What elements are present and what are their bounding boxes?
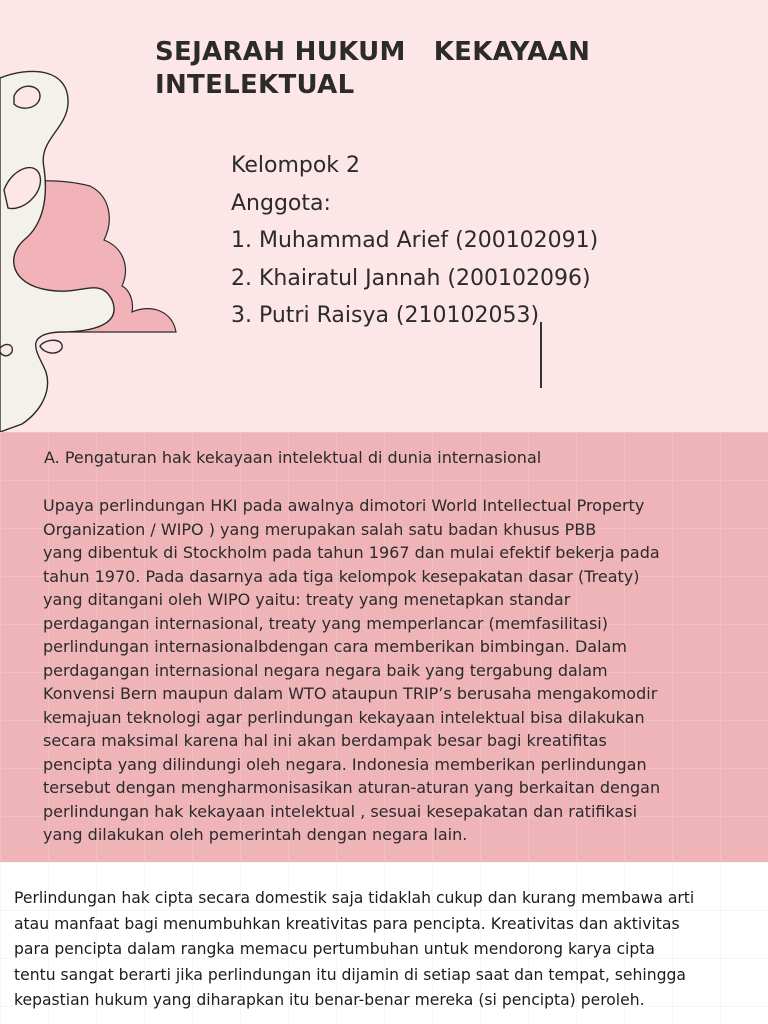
body-line: kemajuan teknologi agar perlindungan kekayaan intelektual bisa dilakukan bbox=[43, 707, 645, 727]
body-line: Perlindungan hak cipta secara domestik saja tidaklah cukup dan kurang membawa arti bbox=[14, 889, 695, 907]
group-info bbox=[231, 147, 598, 335]
content-slide-international bbox=[0, 432, 768, 862]
body-line: Upaya perlindungan HKI pada awalnya dimotori World Intellectual Property bbox=[43, 496, 645, 515]
group-name: Kelompok 2 bbox=[231, 153, 361, 178]
body-line: perdagangan internasional, treaty yang memperlancar (memfasilitasi) bbox=[43, 613, 608, 633]
section-body bbox=[43, 494, 733, 847]
body-line: para pencipta dalam rangka memacu pertumbuhan untuk mendorong karya cipta bbox=[14, 940, 655, 958]
member-item: 2. Khairatul Jannah (200102096) bbox=[231, 265, 591, 291]
body-line: perlindungan hak kekayaan intelektual , sesuai kesepakatan dan ratifikasi bbox=[43, 801, 638, 821]
body-line: yang dilakukan oleh pemerintah dengan negara lain. bbox=[43, 825, 468, 844]
body-line: Konvensi Bern maupun dalam WTO ataupun TRIP’s berusaha mengakomodir bbox=[43, 684, 658, 703]
body-line: tersebut dengan mengharmonisasikan aturan-aturan yang berkaitan dengan bbox=[43, 778, 661, 797]
member-item: 3. Putri Raisya (210102053) bbox=[231, 303, 540, 328]
title-slide bbox=[0, 0, 768, 432]
body-line: yang dibentuk di Stockholm pada tahun 1967 dan mulai efektif bekerja pada bbox=[43, 543, 660, 562]
body-line: perdagangan internasional negara negara baik yang tergabung dalam bbox=[43, 660, 608, 680]
body-line: Organization / WIPO ) yang merupakan salah satu badan khusus PBB bbox=[43, 519, 597, 539]
body-line: yang ditangani oleh WIPO yaitu: treaty yang menetapkan standar bbox=[43, 590, 571, 609]
section-heading: A. Pengaturan hak kekayaan intelektual di dunia internasional bbox=[44, 448, 542, 467]
members-label: Anggota: bbox=[231, 190, 331, 216]
body-line: kepastian hukum yang diharapkan itu benar-benar mereka (si pencipta) peroleh. bbox=[14, 991, 645, 1009]
body-line: secara maksimal karena hal ini akan berdampak besar bagi kreatifitas bbox=[43, 731, 607, 750]
body-line: tentu sangat berarti jika perlindungan itu dijamin di setiap saat dan tempat, sehingga bbox=[14, 965, 686, 984]
body-line: tahun 1970. Pada dasarnya ada tiga kelompok kesepakatan dasar (Treaty) bbox=[43, 566, 640, 586]
member-item: 1. Muhammad Arief (200102091) bbox=[231, 228, 599, 253]
text-cursor-line bbox=[540, 322, 542, 388]
page-title: SEJARAH HUKUM KEKAYAAN INTELEKTUAL bbox=[155, 37, 591, 100]
body-line: atau manfaat bagi menumbuhkan kreativitas para pencipta. Kreativitas dan aktivitas bbox=[14, 914, 680, 933]
body-line: pencipta yang dilindungi oleh negara. Indonesia memberikan perlindungan bbox=[43, 754, 647, 774]
content-slide-domestic bbox=[0, 862, 768, 1024]
paragraph bbox=[14, 886, 759, 1014]
body-line: perlindungan internasionalbdengan cara memberikan bimbingan. Dalam bbox=[43, 637, 627, 656]
